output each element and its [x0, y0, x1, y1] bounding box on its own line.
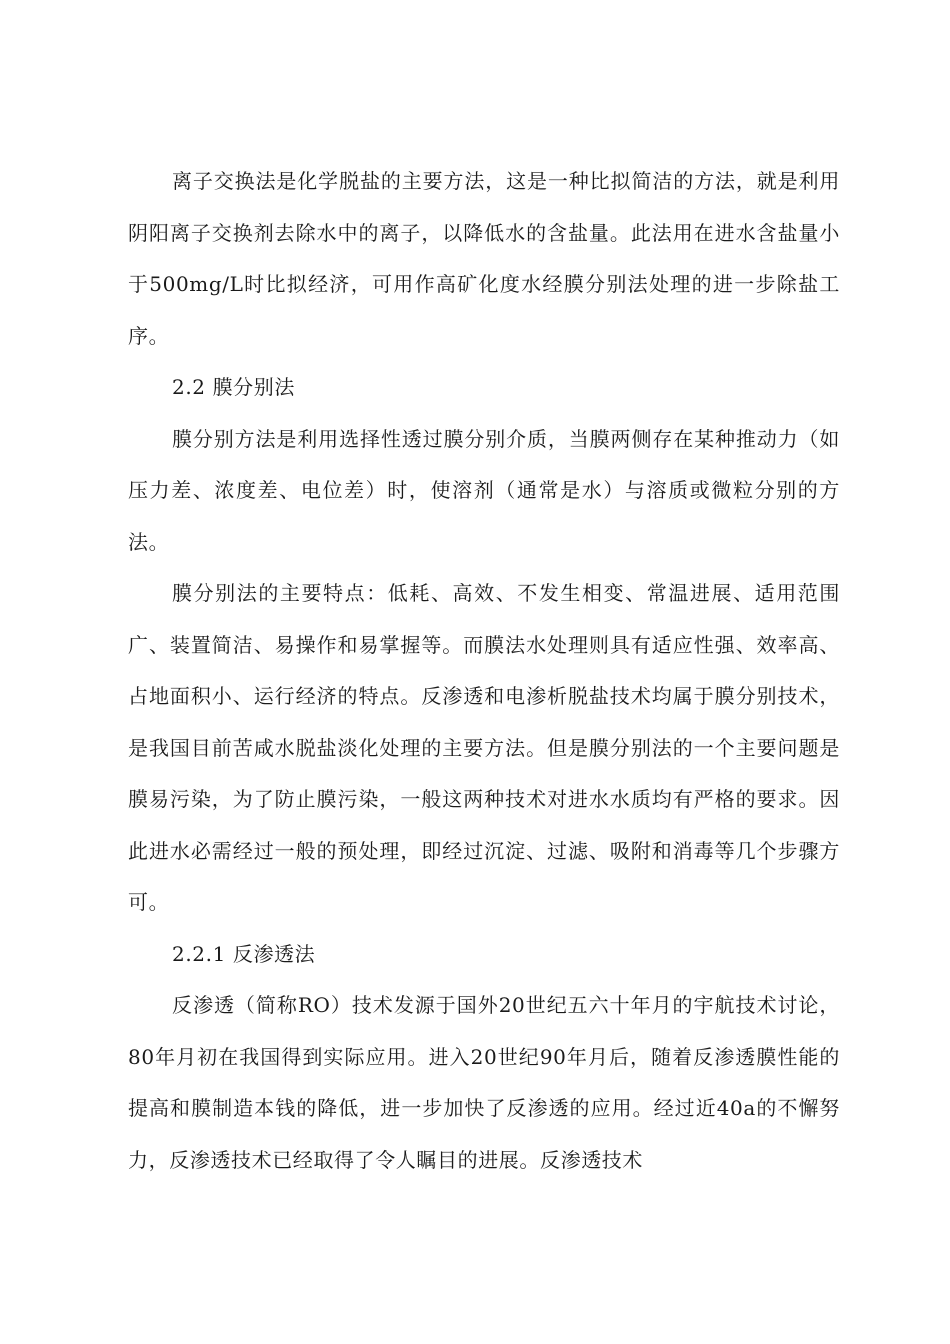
paragraph-membrane-features: 膜分别法的主要特点：低耗、高效、不发生相变、常温进展、适用范围广、装置简洁、易操作和易掌握等。而膜法水处理则具有适应性强、效率高、占地面积小、运行经济的特点。反渗透和电渗析脱盐技术均属于膜分别技术，是我国目前苦咸水脱盐淡化处理的主要方法。但是膜分别法的一个主要问题是膜易污染，为了防止膜污染，一般这两种技术对进水水质均有严格的要求。因此进水必需经过一般的预处理，即经过沉淀、过滤、吸附和消毒等几个步骤方可。 [128, 581, 840, 914]
paragraph-ion-exchange: 离子交换法是化学脱盐的主要方法，这是一种比拟简洁的方法，就是利用阴阳离子交换剂去除水中的离子，以降低水的含盐量。此法用在进水含盐量小于500mg/L时比拟经济，可用作高矿化度水经膜分别法处理的进一步除盐工序。 [128, 169, 840, 348]
paragraph-reverse-osmosis: 反渗透（简称RO）技术发源于国外20世纪五六十年月的宇航技术讨论，80年月初在我国得到实际应用。进入20世纪90年月后，随着反渗透膜性能的提高和膜制造本钱的降低，进一步加快了反渗透的应用。经过近40a的不懈努力，反渗透技术已经取得了令人瞩目的进展。反渗透技术 [128, 993, 840, 1172]
section-heading-membrane-separation: 2.2 膜分别法 [172, 375, 295, 399]
section-heading-reverse-osmosis: 2.2.1 反渗透法 [172, 941, 316, 966]
document-body [128, 156, 840, 1186]
paragraph-membrane-definition: 膜分别方法是利用选择性透过膜分别介质，当膜两侧存在某种推动力（如压力差、浓度差、电位差）时，使溶剂（通常是水）与溶质或微粒分别的方法。 [128, 426, 840, 554]
